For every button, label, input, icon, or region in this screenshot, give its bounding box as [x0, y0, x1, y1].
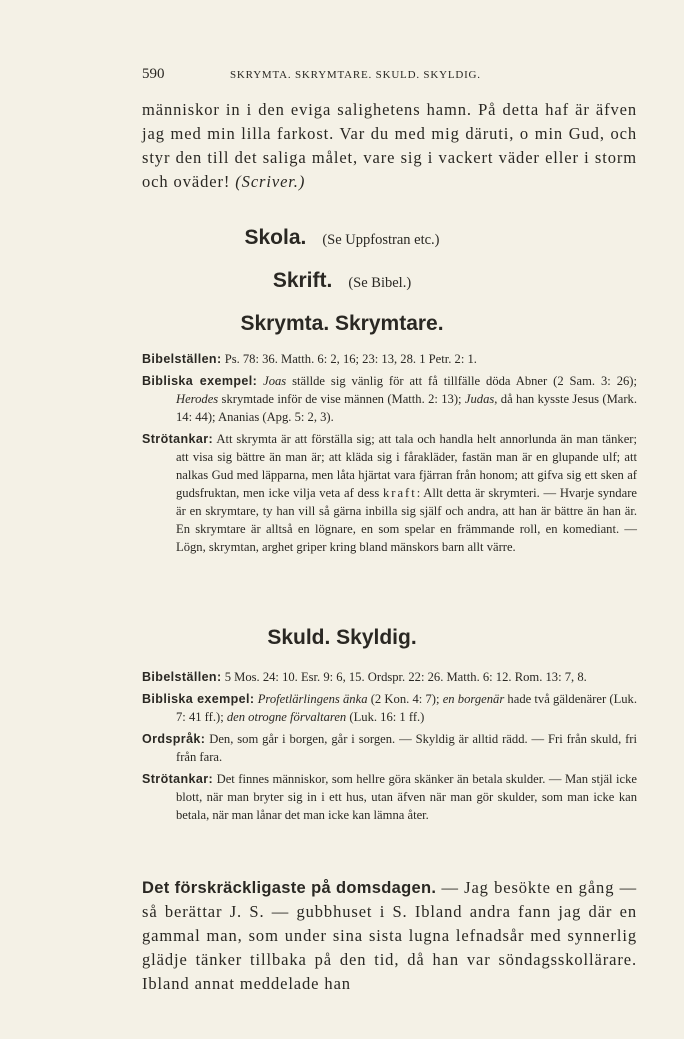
final-heading: Det förskräckligaste på domsdagen.: [142, 879, 437, 897]
entry-text: Ps. 78: 36. Matth. 6: 2, 16; 23: 13, 28. 1 Petr. 2: 1.: [224, 352, 477, 366]
entry-text-part: Att skrymta är att förställa sig; att tala och handla helt annorlunda än man tänker; att visa sig bättre än man är; att kläda sig i fårakläder, fastän man är en glupande ulf; att nalkas Gud med läpparna, men låta hjärtat vara fjärran från honom; att gifva sig ett sken af gudsfruktan, men icke vilja veta af dess: [176, 432, 637, 500]
entry-text-part: Herodes: [176, 392, 219, 406]
entry-label: Ordspråk:: [142, 732, 206, 746]
entry-text: Den, som går i borgen, går i sorgen. — Skyldig är alltid rädd. — Fri från skuld, fri från fara.: [176, 732, 637, 764]
skuld-entry: [142, 770, 637, 824]
entry-text-part: Judas: [464, 392, 495, 406]
entry-label: Bibliska exempel:: [142, 692, 255, 706]
skola-title: Skola.: [244, 226, 307, 249]
intro-attribution: (Scriver.): [235, 172, 306, 191]
entry-text-part: : Allt detta är skrymteri. — Hvarje syndare är en skrymtare, ty han vill så gärna inbilla sig själf och andra, att han är bättre än han är. En skrymtare är alltså en lögnare, en som spelar en främmande roll, en komediant. — Lögn, skrymtan, arghet griper kring bland mänskors barn allt värre.: [176, 486, 637, 554]
entry-text-part: Joas: [263, 374, 287, 388]
entry-text-part: Profetlärlingens änka: [257, 692, 368, 706]
entry-text-part: ställde sig vänlig för att få tillfälle döda Abner (2 Sam. 3: 26);: [286, 374, 637, 388]
running-head: SKRYMTA. SKRYMTARE. SKULD. SKYLDIG.: [230, 69, 481, 81]
skola-note: (Se Uppfostran etc.): [322, 232, 440, 248]
skrymta-title: Skrymta. Skrymtare.: [240, 312, 444, 335]
entry-label: Strötankar:: [142, 772, 214, 786]
entry-text-part: den otrogne förvaltaren: [226, 710, 347, 724]
skrymta-entry: [142, 372, 637, 426]
entry-text-part: (Luk. 16: 1 ff.): [346, 710, 425, 724]
entry-text-part: , då han kysste Jesus (Mark. 14: 44); Ananias (Apg. 5: 2, 3).: [176, 392, 637, 424]
heading-skola: [0, 226, 684, 250]
entry-label: Bibelställen:: [142, 670, 222, 684]
skuld-entry: [142, 730, 637, 766]
entry-text-part: en borgenär: [442, 692, 505, 706]
skrymta-entry: [142, 430, 637, 556]
skrift-note: (Se Bibel.): [348, 275, 412, 291]
page-number: 590: [142, 66, 165, 82]
skrift-title: Skrift.: [272, 269, 333, 292]
intro-text: människor in i den eviga salighetens hamn. På detta haf är äfven jag med min lilla farkost. Var du med mig däruti, o min Gud, och styr den till det saliga målet, vare sig i vackert väder eller i storm och oväder!: [142, 100, 637, 191]
skrymta-entry: [142, 350, 637, 368]
entry-text: Det finnes människor, som hellre göra skänker än betala skulder. — Man stjäl icke blott, när man bryter sig in i ett hus, utan äfven när man gör skulder, som man icke kan betala, när man lånar det man icke kan lämna åter.: [176, 772, 637, 822]
skuld-section: [142, 668, 637, 828]
entry-text-part: skrymtade inför de vise männen (Matth. 2: 13);: [218, 392, 465, 406]
heading-skuld: [0, 626, 684, 650]
entry-text-part: hade två gäldenärer (Luk. 7: 41 ff.);: [176, 692, 638, 724]
heading-skrift: [0, 269, 684, 293]
entry-label: Bibliska exempel:: [142, 374, 258, 388]
heading-skrymta: [0, 312, 684, 336]
entry-label: Bibelställen:: [142, 352, 222, 366]
skuld-entry: [142, 690, 637, 726]
entry-text-part: (2 Kon. 4: 7);: [367, 692, 443, 706]
skuld-entry: [142, 668, 637, 686]
skrymta-section: [142, 350, 637, 560]
final-paragraph: [142, 876, 637, 996]
entry-text: 5 Mos. 24: 10. Esr. 9: 6, 15. Ordspr. 22: 26. Matth. 6: 12. Rom. 13: 7, 8.: [224, 670, 587, 684]
entry-text-part: kraft: [382, 486, 417, 500]
skuld-title: Skuld. Skyldig.: [267, 626, 417, 649]
final-text: — Jag besökte en gång — så berättar J. S. — gubbhuset i S. Ibland andra fann jag där en gammal man, som under sina sista lugna lefnadsår med synnerlig glädje tänker tillbaka på den tid, då han var söndagsskollärare. Ibland annat meddelade han: [142, 878, 637, 993]
entry-label: Strötankar:: [142, 432, 214, 446]
intro-paragraph: [142, 98, 637, 194]
